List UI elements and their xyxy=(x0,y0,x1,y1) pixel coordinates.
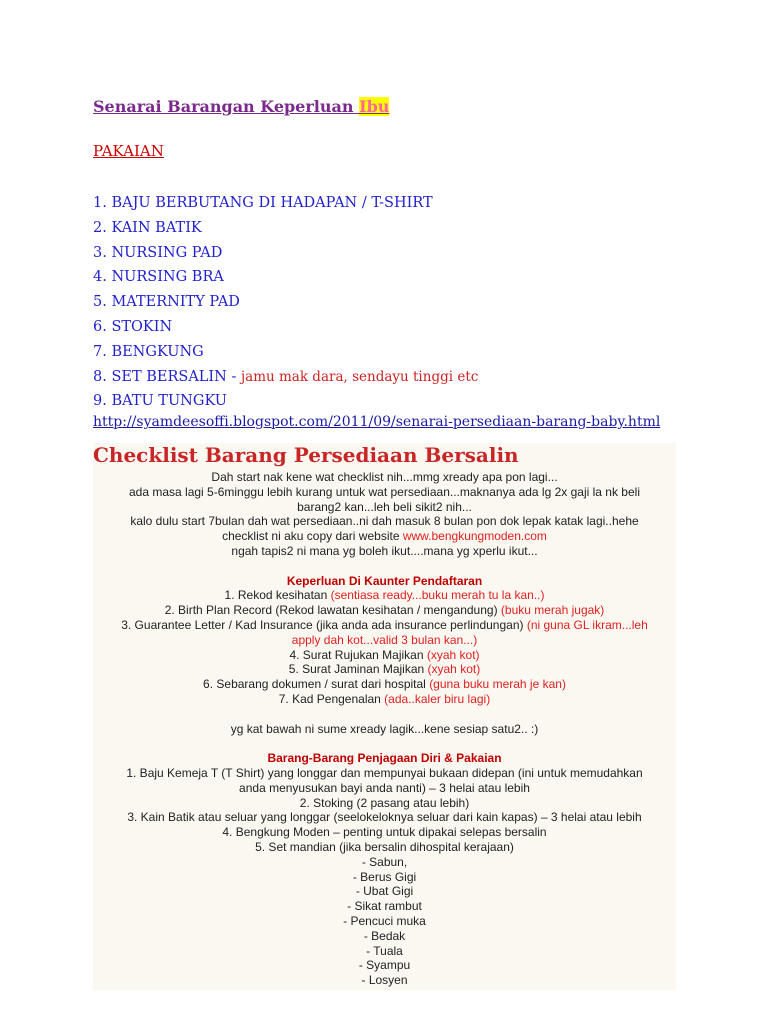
intro-line: Dah start nak kene wat checklist nih...mmg xready apa pon lagi... xyxy=(211,470,558,484)
source-link[interactable]: http://syamdeesoffi.blogspot.com/2011/09/senarai-persediaan-barang-baby.html xyxy=(93,414,661,430)
subsection-title: Barang-Barang Penjagaan Diri & Pakaian xyxy=(267,751,502,766)
website-link[interactable]: www.bengkungmoden.com xyxy=(402,529,547,544)
intro-line: ngah tapis2 ni mana yg boleh ikut....mana yg xperlu ikut... xyxy=(231,543,538,558)
section-title: PAKAIAN xyxy=(93,142,164,160)
list-item: 2. KAIN BATIK xyxy=(93,219,202,236)
list-item: 6. STOKIN xyxy=(93,318,173,335)
list-item: 4. Surat Rujukan Majikan (xyah kot) xyxy=(289,647,480,662)
checklist-title: Checklist Barang Persediaan Bersalin xyxy=(93,443,519,467)
list-item: 1. Baju Kemeja T (T Shirt) yang longgar dan mempunyai bukaan didepan (ini untuk memudahkan xyxy=(126,765,643,780)
item-list xyxy=(93,191,478,414)
checklist-box xyxy=(93,443,676,990)
list-item: 5. Set mandian (jika bersalin dihospital kerajaan) xyxy=(255,839,514,854)
intro-line: kalo dulu start 7bulan dah wat persediaan..ni dah masuk 8 bulan pon dok lepak katak lagi..hehe xyxy=(130,514,639,529)
list-item: - Losyen xyxy=(361,973,408,988)
list-item: apply dah kot...valid 3 bulan kan...) xyxy=(291,632,478,647)
page-title-text: Senarai Barangan Keperluan xyxy=(93,97,360,116)
checklist-body xyxy=(93,470,676,988)
intro-line: barang2 kan...leh beli sikit2 nih... xyxy=(297,499,472,514)
list-item: 7. BENGKUNG xyxy=(93,343,204,360)
list-item: - Bedak xyxy=(363,928,406,943)
list-item: 6. Sebarang dokumen / surat dari hospital (guna buku merah je kan) xyxy=(203,677,566,692)
list-item: - Ubat Gigi xyxy=(355,884,414,899)
list-item: 1. Rekod kesihatan (sentiasa ready...buku merah tu la kan..) xyxy=(224,588,545,603)
list-item: 5. MATERNITY PAD xyxy=(93,294,240,311)
list-item: 4. NURSING BRA xyxy=(93,269,224,286)
list-item: 7. Kad Pengenalan (ada..kaler biru lagi) xyxy=(278,691,491,706)
subsection-title: Keperluan Di Kaunter Pendaftaran xyxy=(286,573,483,588)
list-item: - Pencuci muka xyxy=(343,913,426,928)
list-item: 3. NURSING PAD xyxy=(93,244,223,261)
list-item: - Tuala xyxy=(366,943,403,958)
list-item: 1. BAJU BERBUTANG DI HADAPAN / T-SHIRT xyxy=(93,195,433,211)
page-title-highlight: Ibu xyxy=(359,97,390,116)
page-title xyxy=(93,97,389,116)
list-item: 8. SET BERSALIN - jamu mak dara, sendayu tinggi etc xyxy=(93,368,479,385)
middle-note: yg kat bawah ni sume xready lagik...kene sesiap satu2.. :) xyxy=(230,721,539,736)
list-item: 5. Surat Jaminan Majikan (xyah kot) xyxy=(288,662,481,677)
list-item: 9. BATU TUNGKU xyxy=(93,393,227,410)
list-item: 3. Kain Batik atau seluar yang longgar (seelokeloknya seluar dari kain kapas) – 3 helai atau lebih xyxy=(127,810,642,825)
list-item: 2. Stoking (2 pasang atau lebih) xyxy=(299,795,470,810)
list-item: 2. Birth Plan Record (Rekod lawatan kesihatan / mengandung) (buku merah jugak) xyxy=(164,603,605,618)
list-item: 4. Bengkung Moden – penting untuk dipakai selepas bersalin xyxy=(222,825,547,840)
list-item: - Sabun, xyxy=(361,854,408,869)
list-item: - Syampu xyxy=(358,958,411,973)
intro-line: ada masa lagi 5-6minggu lebih kurang untuk wat persediaan...maknanya ada lg 2x gaji la nk beli xyxy=(129,484,640,499)
list-item: 3. Guarantee Letter / Kad Insurance (jika anda ada insurance perlindungan) (ni guna GL ikram...leh xyxy=(121,617,648,632)
intro-line: checklist ni aku copy dari website www.bengkungmoden.com xyxy=(222,529,547,544)
list-item: - Sikat rambut xyxy=(347,899,422,914)
list-item: anda menyusukan bayi anda nanti) – 3 helai atau lebih xyxy=(239,780,530,795)
list-item: - Berus Gigi xyxy=(352,869,417,884)
item-note: jamu mak dara, sendayu tinggi etc xyxy=(240,368,479,385)
